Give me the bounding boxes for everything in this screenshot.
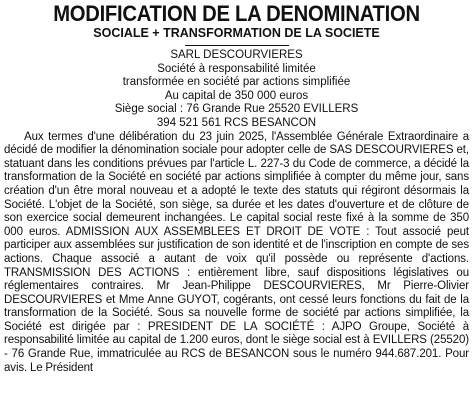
- company-transformed-form: transformée en société par actions simplifiée: [122, 76, 351, 89]
- company-header: [4, 49, 469, 131]
- notice-subtitle: SOCIALE + TRANSFORMATION DE LA SOCIETE: [93, 26, 380, 40]
- company-form: Société à responsabilité limitée: [157, 62, 316, 75]
- title-divider: [185, 45, 289, 46]
- company-rcs-number: 394 521 561 RCS BESANCON: [156, 116, 317, 129]
- notice-title: MODIFICATION DE LA DENOMINATION: [53, 1, 420, 26]
- notice-body: Aux termes d'une délibération du 23 juin 2025, l'Assemblée Générale Extraordinaire a décidé de modifier la dénomination sociale pour adopter celle de SAS DESCOURVIERES et, statuant dans les conditions prévues par l'article L. 227-3 du Code de commerce, a décidé la transformation de la Société en société par actions simplifiée à compter du même jour, sans création d'un être moral nouveau et a adopté le texte des statuts qui régiront désormais la Société. L'objet de la Société, son siège, sa durée et les dates d'ouverture et de clôture de son exercice social demeurent inchangées. Le capital social reste fixé à la somme de 350 000 euros. ADMISSION AUX ASSEMBLEES ET DROIT DE VOTE : Tout associé peut participer aux assemblées sur justification de son identité et de l'inscription en compte de ses actions. Chaque associé a autant de voix qu'il possède ou représente d'actions. TRANSMISSION DES ACTIONS : entièrement libre, sauf dispositions législatives ou réglementaires contraires. Mr Jean-Philippe DESCOURVIERES, Mr Pierre-Olivier DESCOURVIERES et Mme Anne GUYOT, cogérants, ont cessé leurs fonctions du fait de la transformation de la Société. Sous sa nouvelle forme de société par actions simplifiée, la Société est dirigée par : PRESIDENT DE LA SOCIÉTÉ : AJPO Groupe, Société à responsabilité limitée au capital de 1.200 euros, dont le siège social est à EVILLERS (25520) - 76 Grande Rue, immatriculée au RCS de BESANCON sous le numéro 944.687.201. Pour avis. Le Président: [4, 130, 469, 374]
- company-capital: Au capital de 350 000 euros: [164, 89, 309, 102]
- company-registered-office: Siège social : 76 Grande Rue 25520 EVILLERS: [114, 103, 359, 116]
- company-name: SARL DESCOURVIERES: [170, 49, 303, 61]
